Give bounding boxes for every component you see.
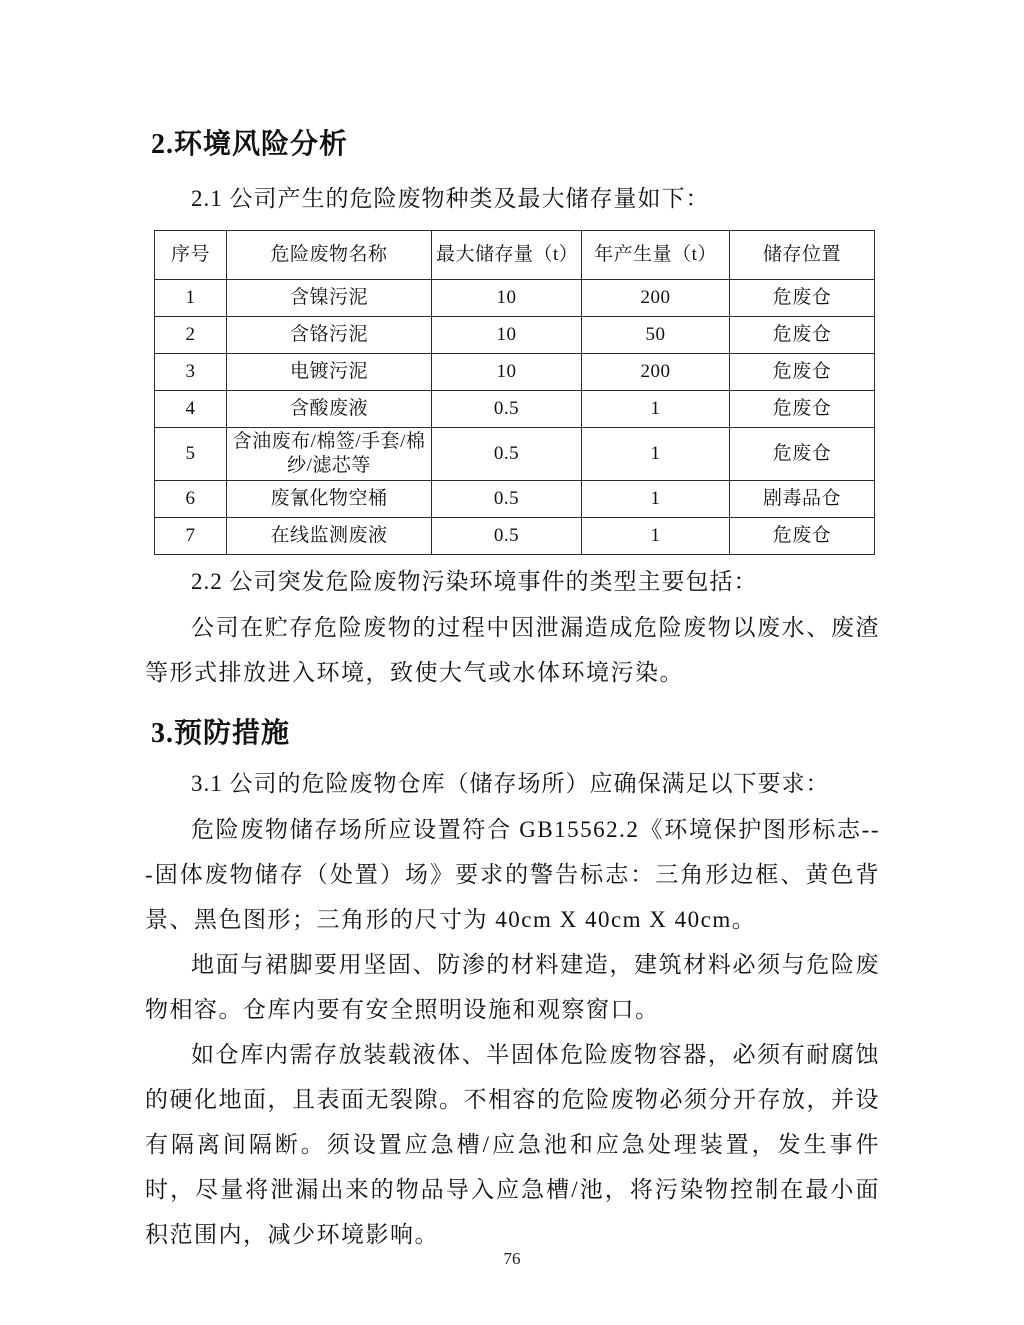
col-header-waste-name: 危险废物名称 <box>227 231 432 280</box>
cell-waste-name: 在线监测废液 <box>227 518 432 555</box>
cell-max-storage: 0.5 <box>432 428 582 481</box>
cell-seq: 3 <box>155 354 227 391</box>
cell-annual-output: 1 <box>582 518 730 555</box>
cell-waste-name: 电镀污泥 <box>227 354 432 391</box>
para-3-c: 如仓库内需存放装载液体、半固体危险废物容器，必须有耐腐蚀的硬化地面，且表面无裂隙。不相容的危险废物必须分开存放，并设有隔离间隔断。须设置应急槽/应急池和应急处理装置，发生事件时，尽量将泄漏出来的物品导入应急槽/池，将污染物控制在最小面积范围内，减少环境影响。 <box>145 1042 880 1247</box>
table-row <box>155 391 875 428</box>
cell-storage-location: 危废仓 <box>730 518 875 555</box>
cell-annual-output: 200 <box>582 280 730 317</box>
cell-max-storage: 10 <box>432 280 582 317</box>
table-row <box>155 481 875 518</box>
para-2-2: 2.2 公司突发危险废物污染环境事件的类型主要包括： <box>191 569 758 594</box>
cell-storage-location: 危废仓 <box>730 280 875 317</box>
table-header-row <box>155 231 875 280</box>
para-3-a: 危险废物储存场所应设置符合 GB15562.2《环境保护图形标志---固体废物储存（处置）场》要求的警告标志：三角形边框、黄色背景、黑色图形；三角形的尺寸为 40cm X 40cm X 40cm。 <box>145 817 880 932</box>
para-3-b: 地面与裙脚要用坚固、防渗的材料建造，建筑材料必须与危险废物相容。仓库内要有安全照明设施和观察窗口。 <box>145 952 880 1022</box>
hazardous-waste-table <box>154 230 875 555</box>
cell-waste-name: 含镍污泥 <box>227 280 432 317</box>
cell-max-storage: 10 <box>432 317 582 354</box>
cell-storage-location: 危废仓 <box>730 354 875 391</box>
cell-storage-location: 剧毒品仓 <box>730 481 875 518</box>
cell-max-storage: 10 <box>432 354 582 391</box>
cell-max-storage: 0.5 <box>432 518 582 555</box>
para-3-1: 3.1 公司的危险废物仓库（储存场所）应确保满足以下要求： <box>191 771 830 796</box>
cell-storage-location: 危废仓 <box>730 428 875 481</box>
page-number: 76 <box>503 1249 521 1268</box>
table-row <box>155 317 875 354</box>
table-row <box>155 518 875 555</box>
cell-seq: 1 <box>155 280 227 317</box>
cell-max-storage: 0.5 <box>432 391 582 428</box>
cell-waste-name: 废氰化物空桶 <box>227 481 432 518</box>
table-row <box>155 354 875 391</box>
cell-waste-name: 含铬污泥 <box>227 317 432 354</box>
cell-max-storage: 0.5 <box>432 481 582 518</box>
section-3-heading: 3.预防措施 <box>151 718 291 749</box>
col-header-annual-output: 年产生量（t） <box>582 231 730 280</box>
cell-annual-output: 1 <box>582 428 730 481</box>
cell-seq: 7 <box>155 518 227 555</box>
col-header-max-storage: 最大储存量（t） <box>432 231 582 280</box>
cell-waste-name: 含油废布/棉签/手套/棉纱/滤芯等 <box>227 428 432 481</box>
cell-annual-output: 1 <box>582 481 730 518</box>
cell-seq: 5 <box>155 428 227 481</box>
table-row <box>155 428 875 481</box>
cell-seq: 6 <box>155 481 227 518</box>
col-header-storage-location: 储存位置 <box>730 231 875 280</box>
section-2-heading: 2.环境风险分析 <box>151 129 349 160</box>
table-row <box>155 280 875 317</box>
col-header-seq: 序号 <box>155 231 227 280</box>
cell-storage-location: 危废仓 <box>730 317 875 354</box>
cell-annual-output: 200 <box>582 354 730 391</box>
cell-waste-name: 含酸废液 <box>227 391 432 428</box>
para-2-1: 2.1 公司产生的危险废物种类及最大储存量如下： <box>191 186 710 211</box>
cell-annual-output: 1 <box>582 391 730 428</box>
cell-seq: 2 <box>155 317 227 354</box>
cell-storage-location: 危废仓 <box>730 391 875 428</box>
para-2-body: 公司在贮存危险废物的过程中因泄漏造成危险废物以废水、废渣等形式排放进入环境，致使大气或水体环境污染。 <box>145 615 880 685</box>
cell-annual-output: 50 <box>582 317 730 354</box>
cell-seq: 4 <box>155 391 227 428</box>
